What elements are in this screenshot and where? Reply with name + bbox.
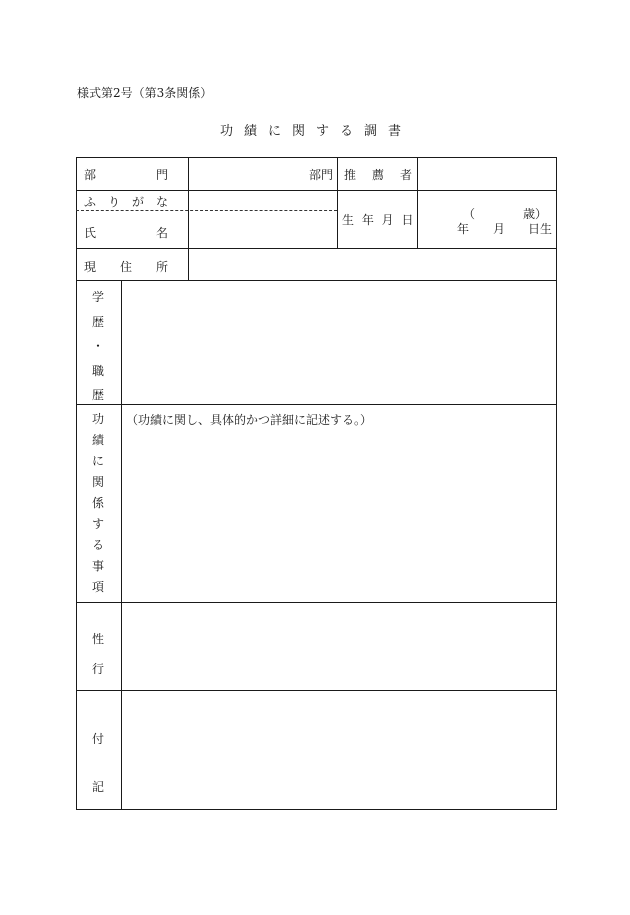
address-label: 現 住 所 — [84, 260, 169, 274]
furigana-label: ふ り が な — [84, 195, 169, 209]
name-input[interactable] — [189, 211, 337, 248]
department-input[interactable] — [189, 158, 307, 190]
notes-input[interactable] — [122, 691, 556, 809]
table-border-bottom — [76, 809, 557, 810]
achievements-label: 功 績 に 関 係 す る 事 項 — [91, 412, 104, 594]
row-divider — [76, 404, 557, 405]
character-label: 性 行 — [91, 632, 104, 676]
department-suffix: 部門 — [309, 168, 334, 182]
furigana-input[interactable] — [189, 191, 337, 210]
birth-day-label: 日生 — [528, 222, 553, 236]
department-label: 部 門 — [84, 168, 169, 182]
character-input[interactable] — [122, 603, 556, 690]
recommender-input[interactable] — [418, 158, 556, 190]
table-border-right — [556, 157, 557, 810]
education-label: 学 歴 ・ 職 歴 — [91, 290, 104, 402]
birthdate-label: 生 年 月 日 — [342, 213, 416, 227]
table-border-left — [76, 157, 77, 810]
notes-label: 付 記 — [91, 732, 104, 794]
page-title: 功績に関する調書 — [220, 124, 413, 139]
age-open-paren: （ — [463, 207, 476, 221]
achievements-input[interactable] — [122, 429, 556, 602]
birth-year-label: 年 — [457, 222, 470, 236]
age-close-label: 歳） — [523, 207, 548, 221]
recommender-label: 推 薦 者 — [344, 168, 415, 182]
achievements-instruction: （功績に関し、具体的かつ詳細に記述する。） — [126, 413, 373, 427]
achievement-record-table — [76, 157, 557, 810]
education-input[interactable] — [122, 281, 556, 404]
form-number-label: 様式第2号（第3条関係） — [77, 86, 213, 100]
name-label: 氏 名 — [84, 226, 169, 240]
column-divider — [337, 157, 338, 249]
birth-month-label: 月 — [493, 222, 506, 236]
address-input[interactable] — [189, 249, 556, 280]
